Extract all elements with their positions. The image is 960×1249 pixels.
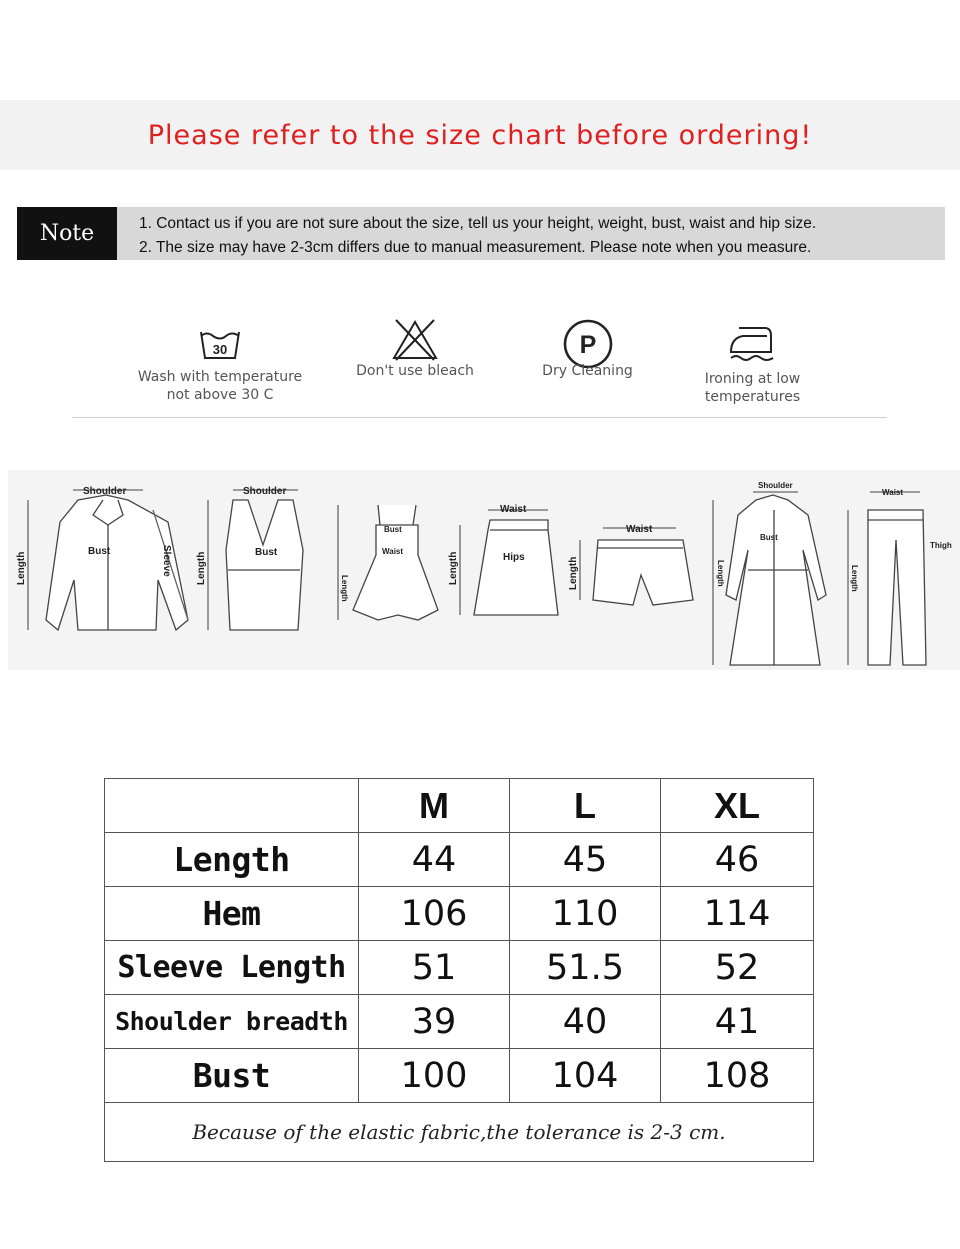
note-line: 2. The size may have 2-3cm differs due to manual measurement. Please note when you measure. [139, 239, 812, 256]
garment-diagrams [8, 470, 960, 670]
table-row [105, 995, 814, 1049]
no-bleach-icon [390, 316, 440, 362]
care-label: Wash with temperature not above 30 C [137, 369, 303, 403]
table-cell: 52 [661, 941, 814, 995]
measurement-guide [8, 470, 960, 670]
svg-text:Bust: Bust [760, 533, 778, 542]
svg-text:Length: Length [850, 565, 859, 592]
table-cell: 106 [359, 887, 510, 941]
table-header-row [105, 779, 814, 833]
svg-text:Thigh: Thigh [930, 541, 952, 550]
size-table [104, 778, 814, 1162]
svg-text:Bust: Bust [88, 546, 111, 557]
care-label: Ironing at low temperatures [704, 371, 801, 405]
table-cell: 40 [510, 995, 661, 1049]
care-item-wash [120, 322, 320, 404]
coat-diagram [713, 481, 826, 665]
shorts-diagram [568, 524, 693, 605]
corner-cell [105, 779, 359, 833]
dress-diagram [338, 505, 438, 620]
row-label: Sleeve Length [105, 941, 359, 995]
svg-text:Shoulder: Shoulder [758, 481, 793, 490]
table-cell: 110 [510, 887, 661, 941]
care-item-bleach [335, 322, 495, 380]
table-row [105, 833, 814, 887]
care-divider [72, 417, 887, 418]
size-header-l: L [510, 779, 661, 833]
blouse-diagram [16, 486, 188, 630]
size-header-xl: XL [661, 779, 814, 833]
svg-text:Length: Length [16, 551, 27, 585]
size-chart-banner [0, 100, 960, 170]
note-line: 1. Contact us if you are not sure about the size, tell us your height, weight, bust, waist and hip size. [139, 215, 817, 232]
table-cell: 104 [510, 1049, 661, 1103]
svg-text:Shoulder: Shoulder [83, 486, 127, 497]
table-cell: 44 [359, 833, 510, 887]
table-row [105, 1049, 814, 1103]
svg-text:Bust: Bust [255, 547, 278, 558]
svg-text:Hips: Hips [503, 552, 525, 563]
svg-text:P: P [579, 331, 596, 359]
table-cell: 39 [359, 995, 510, 1049]
svg-text:30: 30 [212, 342, 228, 357]
wash-30-icon [195, 322, 245, 362]
svg-text:Waist: Waist [882, 488, 904, 497]
row-label: Hem [105, 887, 359, 941]
table-cell: 100 [359, 1049, 510, 1103]
size-header-m: M [359, 779, 510, 833]
iron-low-icon [727, 322, 779, 364]
svg-text:Length: Length [568, 556, 579, 590]
svg-text:Waist: Waist [382, 547, 404, 556]
table-cell: 114 [661, 887, 814, 941]
care-item-dry-clean [515, 322, 660, 380]
svg-text:Length: Length [196, 551, 207, 585]
table-cell: 41 [661, 995, 814, 1049]
trousers-diagram [848, 488, 952, 665]
table-cell: 46 [661, 833, 814, 887]
table-cell: 45 [510, 833, 661, 887]
table-cell: 51 [359, 941, 510, 995]
row-label: Shoulder breadth [105, 995, 359, 1049]
table-cell: 108 [661, 1049, 814, 1103]
svg-text:Length: Length [716, 560, 725, 587]
svg-text:Waist: Waist [626, 524, 653, 535]
note-body [117, 207, 945, 260]
banner-text: Please refer to the size chart before ordering! [147, 119, 813, 151]
table-row [105, 887, 814, 941]
svg-text:Bust: Bust [384, 525, 402, 534]
table-footer-row [105, 1103, 814, 1162]
table-row [105, 941, 814, 995]
svg-text:Shoulder: Shoulder [243, 486, 287, 497]
tolerance-note: Because of the elastic fabric,the tolerance is 2-3 cm. [105, 1103, 814, 1162]
care-item-iron [680, 322, 825, 406]
care-instructions [0, 322, 960, 422]
row-label: Bust [105, 1049, 359, 1103]
svg-text:Sleeve: Sleeve [161, 545, 172, 577]
note-label: Note [17, 207, 117, 260]
note-box [17, 207, 945, 260]
table-cell: 51.5 [510, 941, 661, 995]
svg-text:Length: Length [340, 575, 349, 602]
care-label: Don't use bleach [356, 363, 474, 379]
row-label: Length [105, 833, 359, 887]
svg-text:Length: Length [448, 551, 459, 585]
dry-clean-icon [562, 316, 614, 368]
svg-text:Waist: Waist [500, 504, 527, 515]
skirt-diagram [448, 504, 558, 615]
care-label: Dry Cleaning [542, 363, 633, 379]
tank-diagram [196, 486, 303, 630]
